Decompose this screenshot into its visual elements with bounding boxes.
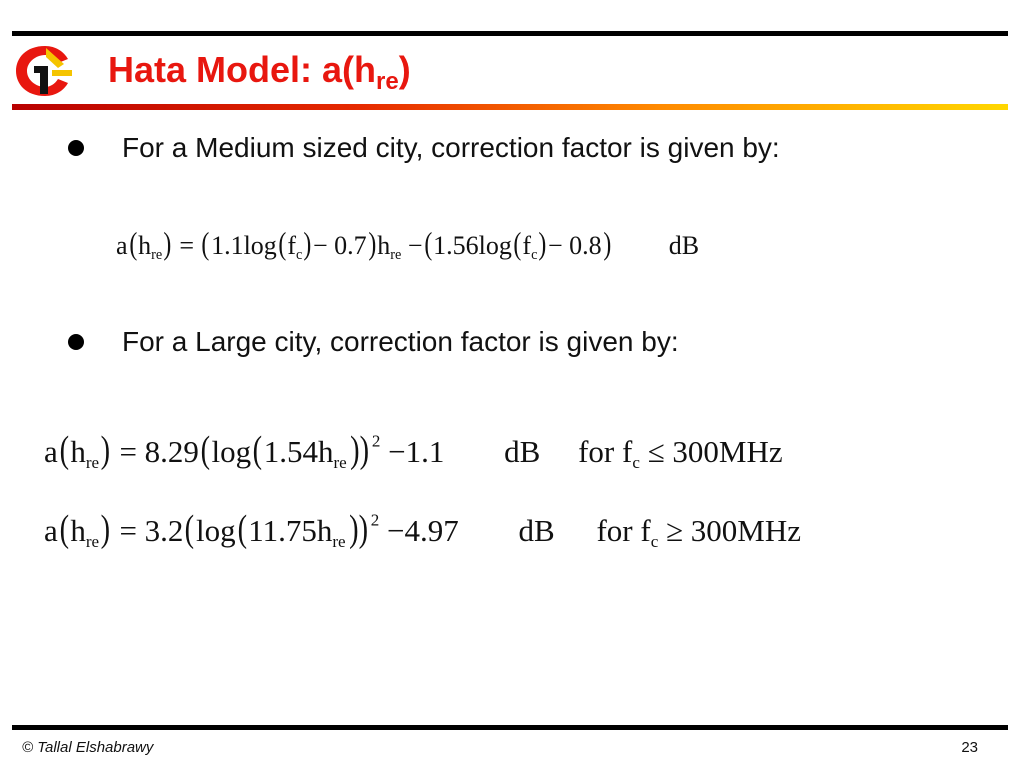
title-underline	[12, 104, 1008, 110]
bottom-rule	[12, 725, 1008, 730]
bullet-dot	[68, 334, 84, 350]
logo-icon	[12, 40, 78, 102]
equation-large-city-below-300: $a(h_{re}) = 8.29(\log(1.54h_{re}))$ $^2$ −1.1 dB for $f_c \le 300MHz$	[44, 429, 783, 472]
page-number: 23	[961, 739, 978, 756]
footer-copyright: © Tallal Elshabrawy	[22, 739, 154, 756]
equation-medium-city: $a(h_{re}) = (1.1\log(f_c)- 0.7)h_{re} -(1.56\log(f_c)- 0.8)$ dB	[116, 226, 700, 263]
equation-large-city-above-300: $a(h_{re}) = 3.2(\log(11.75h_{re}))$ $^2$ −4.97 dB for $f_c \ge 300MHz$	[44, 508, 801, 551]
top-rule	[12, 31, 1008, 36]
slide-title: Hata Model: $a(h_{re})$	[108, 49, 411, 95]
bullet-dot	[68, 140, 84, 156]
